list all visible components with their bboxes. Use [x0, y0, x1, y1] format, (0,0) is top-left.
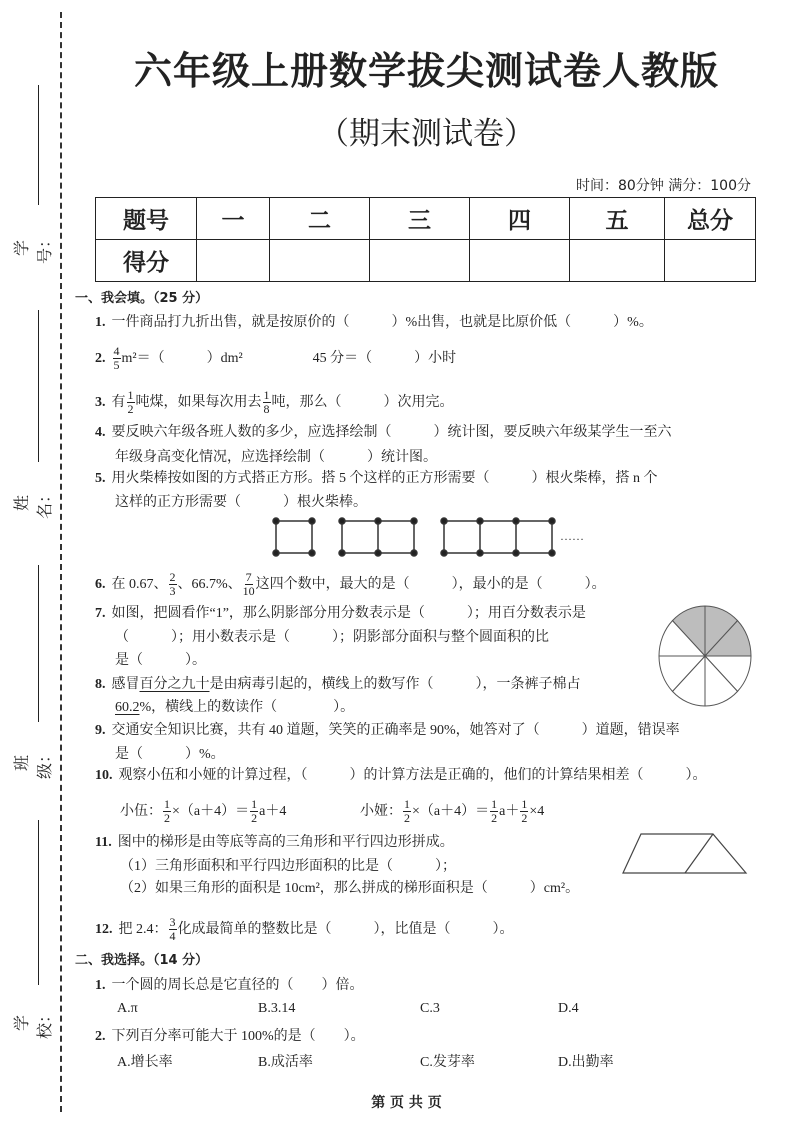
numerator: 1	[164, 797, 170, 811]
question-number: 7.	[95, 606, 106, 621]
score-cell[interactable]	[665, 240, 756, 282]
question-text: 感冒	[111, 677, 140, 692]
denominator: 8	[263, 402, 270, 416]
question-text: 吨煤，如果每次用去	[135, 394, 262, 410]
table-cell: 五	[570, 198, 665, 240]
page-footer: 第 页 共 页	[371, 1095, 442, 1111]
score-cell[interactable]	[197, 240, 270, 282]
question-text: 交通安全知识比赛，共有 40 道题，笑笑的正确率是 90%，她答对了（ ）道题，错误率	[111, 723, 680, 738]
numerator: 7	[245, 570, 252, 584]
question-line	[360, 798, 544, 825]
question-line	[115, 651, 206, 671]
table-cell: 四	[470, 198, 570, 240]
question-text: （2）如果三角形的面积是 10cm²，那么拼成的梯形面积是（ ）cm²。	[120, 881, 580, 896]
question-text: 小伍：	[120, 803, 162, 819]
question-line	[115, 493, 367, 513]
choice-option[interactable]: D.出勤率	[558, 1055, 614, 1070]
choice-option[interactable]: B.成活率	[258, 1055, 313, 1070]
side-blank-line[interactable]	[38, 310, 39, 462]
question-text: 图中的梯形是由等底等高的三角形和平行四边形拼成。	[117, 835, 454, 850]
choice-option[interactable]: C.3	[420, 1001, 440, 1016]
question-text: ×4	[529, 803, 545, 819]
question-line	[120, 857, 456, 877]
side-label: 班级：	[12, 747, 54, 780]
exam-meta: 时间：80分钟 满分：100分	[576, 178, 751, 194]
numerator: 1	[521, 797, 528, 811]
question-text: 吨，那么（ ）次用完。	[271, 394, 454, 410]
matchstick-joint	[309, 518, 315, 524]
denominator: 5	[113, 358, 120, 372]
question-number: 3.	[95, 394, 106, 410]
question-text: a＋	[499, 803, 520, 819]
question-text: 年级身高变化情况，应选择绘制（ ）统计图。	[115, 450, 437, 465]
denominator: 3	[169, 584, 176, 598]
question-line	[95, 721, 680, 741]
denominator: 4	[169, 929, 176, 943]
question-line	[95, 345, 456, 372]
numerator: 1	[251, 797, 258, 811]
question-text: 是（ ）。	[115, 653, 206, 668]
question-number: 1.	[95, 315, 106, 330]
question-text: 是由病毒引起的，横线上的数写作（ ），一条裤子棉占	[209, 677, 581, 692]
question-line	[115, 698, 354, 718]
question-line	[95, 469, 658, 489]
score-cell[interactable]	[370, 240, 470, 282]
question-number: 5.	[95, 471, 106, 486]
matchstick-joint	[273, 550, 279, 556]
numerator: 1	[491, 797, 498, 811]
question-number: 1.	[95, 978, 106, 993]
score-cell[interactable]	[270, 240, 370, 282]
question-number: 2.	[95, 1029, 106, 1044]
question-text: 是（ ）%。	[115, 747, 225, 762]
numerator: 4	[113, 344, 120, 358]
score-table	[95, 197, 756, 282]
question-text: 这样的正方形需要（ ）根火柴棒。	[115, 495, 367, 510]
matchstick-joint	[339, 518, 345, 524]
question-text: 把 2.4：	[118, 921, 168, 937]
question-text: 一个圆的周长总是它直径的（ ）倍。	[111, 978, 364, 993]
question-text: ×（a＋4）＝	[412, 803, 490, 819]
choice-option[interactable]: B.3.14	[258, 1001, 296, 1016]
trapezoid-divider	[685, 834, 713, 873]
page-title: 六年级上册数学拔尖测试卷人教版	[133, 49, 719, 93]
fraction	[520, 798, 528, 825]
matchstick-squares	[444, 521, 552, 553]
side-blank-line[interactable]	[38, 565, 39, 722]
question-text: 二、我选择。（14 分）	[75, 953, 209, 968]
table-cell: 得分	[96, 240, 197, 282]
matchstick-joint	[309, 550, 315, 556]
circle-figure	[655, 603, 755, 709]
table-cell: 一	[197, 198, 270, 240]
matchstick-joint	[273, 518, 279, 524]
question-text: 要反映六年级各班人数的多少，应选择绘制（ ）统计图，要反映六年级某学生一至六	[111, 425, 672, 440]
question-text: （1）三角形面积和平行四边形面积的比是（ ）；	[120, 859, 456, 874]
denominator: 2	[127, 402, 134, 416]
question-number: 8.	[95, 677, 106, 692]
fraction	[243, 571, 255, 598]
question-text: 、66.7%、	[177, 576, 242, 592]
page-subtitle: （期末测试卷）	[318, 116, 535, 152]
matchstick-squares	[276, 521, 312, 553]
question-number: 6.	[95, 576, 106, 592]
question-text: m²＝（ ）dm² 45 分＝（ ）小时	[121, 350, 457, 366]
matchstick-figure	[270, 515, 600, 560]
question-number: 2.	[95, 350, 106, 366]
numerator: 3	[169, 915, 176, 929]
trapezoid-figure	[620, 830, 755, 876]
fraction	[403, 798, 411, 825]
question-line	[115, 745, 225, 765]
score-cell[interactable]	[570, 240, 665, 282]
choice-option[interactable]: D.4	[558, 1001, 579, 1016]
question-text: 有	[111, 394, 126, 410]
matchstick-joint	[513, 518, 519, 524]
matchstick-joint	[411, 518, 417, 524]
question-line	[95, 1027, 365, 1047]
choice-option[interactable]: C.发芽率	[420, 1055, 475, 1070]
question-number: 4.	[95, 425, 106, 440]
choice-option[interactable]: A.π	[117, 1001, 138, 1016]
section-heading	[75, 951, 208, 971]
side-blank-line[interactable]	[38, 820, 39, 985]
fraction	[263, 389, 271, 416]
side-label: 学号：	[12, 232, 54, 265]
question-text: 在 0.67、	[111, 576, 168, 592]
matchstick-joint	[549, 518, 555, 524]
numerator: 1	[404, 797, 410, 811]
question-line	[95, 604, 586, 624]
matchstick-joint	[477, 550, 483, 556]
question-text: 如图，把圆看作“1”，那么阴影部分用分数表示是（ ）；用百分数表示是	[111, 606, 586, 621]
question-text: %，横线上的数读作（ ）。	[139, 700, 355, 715]
fraction	[113, 345, 121, 372]
side-label: 学校：	[12, 1007, 54, 1040]
question-text: 下列百分率可能大于 100%的是（ ）。	[111, 1029, 365, 1044]
fraction	[169, 571, 177, 598]
question-line	[95, 766, 707, 786]
question-line	[95, 313, 653, 333]
question-line	[115, 628, 549, 648]
question-text: 用火柴棒按如图的方式搭正方形。搭 5 个这样的正方形需要（ ）根火柴棒，搭 n 个	[111, 471, 658, 486]
denominator: 2	[251, 811, 258, 825]
question-number: 12.	[95, 921, 113, 937]
table-cell: 二	[270, 198, 370, 240]
denominator: 2	[404, 811, 410, 825]
choice-option[interactable]: A.增长率	[117, 1055, 173, 1070]
matchstick-joint	[513, 550, 519, 556]
matchstick-joint	[411, 550, 417, 556]
question-line	[95, 916, 514, 943]
table-cell: 题号	[96, 198, 197, 240]
question-line	[120, 798, 286, 825]
score-cell[interactable]	[470, 240, 570, 282]
fraction	[163, 798, 171, 825]
score-table-header-row	[96, 198, 756, 240]
question-text: 一件商品打九折出售，就是按原价的（ ）%出售，也就是比原价低（ ）%。	[111, 315, 653, 330]
question-line	[115, 448, 437, 468]
question-number: 11.	[95, 835, 112, 850]
question-line	[95, 389, 454, 416]
question-text: 化成最简单的整数比是（ ），比值是（ ）。	[177, 921, 514, 937]
numerator: 1	[263, 388, 270, 402]
denominator: 2	[164, 811, 170, 825]
numerator: 2	[169, 570, 176, 584]
score-table-score-row	[96, 240, 756, 282]
question-text: 小娅：	[360, 803, 402, 819]
matchstick-joint	[441, 550, 447, 556]
question-text: （ ）；用小数表示是（ ）；阴影部分面积与整个圆面积的比	[115, 630, 549, 645]
matchstick-joint	[549, 550, 555, 556]
table-cell: 总分	[665, 198, 756, 240]
matchstick-joint	[441, 518, 447, 524]
side-label: 姓名：	[12, 487, 54, 520]
question-text: ×（a＋4）＝	[172, 803, 250, 819]
denominator: 2	[521, 811, 528, 825]
matchstick-ellipsis: ……	[560, 529, 584, 543]
denominator: 10	[242, 584, 255, 598]
question-line	[95, 571, 606, 598]
fraction	[169, 916, 177, 943]
matchstick-joint	[339, 550, 345, 556]
denominator: 2	[491, 811, 498, 825]
question-text: a＋4	[259, 803, 287, 819]
fraction	[127, 389, 135, 416]
question-text: 这四个数中，最大的是（ ），最小的是（ ）。	[255, 576, 606, 592]
question-line	[95, 976, 364, 996]
trapezoid-shape	[623, 834, 746, 873]
question-number: 9.	[95, 723, 106, 738]
numerator: 1	[127, 388, 134, 402]
question-text: 一、我会填。（25 分）	[75, 291, 209, 306]
question-text: 观察小伍和小娅的计算过程，（ ）的计算方法是正确的，他们的计算结果相差（ ）。	[118, 768, 707, 783]
matchstick-joint	[375, 550, 381, 556]
binding-dashed-line	[60, 12, 62, 1112]
question-line	[120, 879, 579, 899]
question-line	[95, 675, 581, 695]
fraction	[250, 798, 258, 825]
question-line	[95, 833, 454, 853]
table-cell: 三	[370, 198, 470, 240]
question-line	[95, 423, 672, 443]
question-number: 10.	[95, 768, 113, 783]
section-heading	[75, 289, 208, 309]
fraction	[490, 798, 498, 825]
underlined-text: 60.2	[115, 700, 140, 715]
underlined-text: 百分之九十	[139, 677, 210, 692]
matchstick-joint	[375, 518, 381, 524]
matchstick-joint	[477, 518, 483, 524]
